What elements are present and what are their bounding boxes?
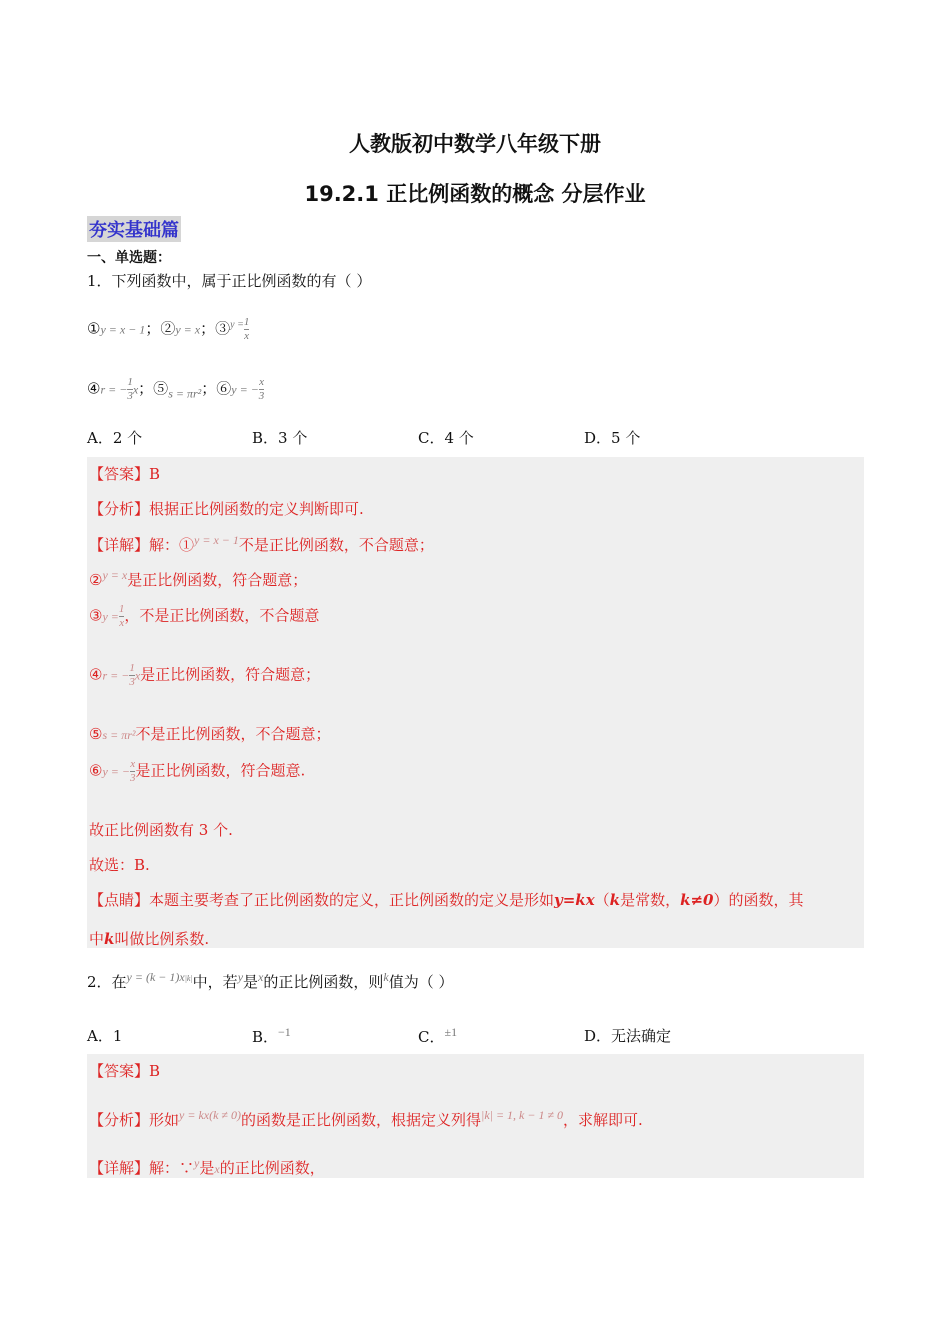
q2-stem-y: y <box>237 970 244 984</box>
q1-detail-6 <box>89 758 305 785</box>
q1-detail-6-circle: ⑥ <box>89 761 103 780</box>
q1-math-4: r = − <box>100 382 128 397</box>
q1-fraction-6 <box>259 376 265 403</box>
q1-sep-5: ； <box>201 379 217 398</box>
q1-detail-1-text: 不是正比例函数，不合题意； <box>238 536 434 554</box>
q2-stem-c: 是 <box>243 973 259 991</box>
q1-detail-5-circle: ⑤ <box>89 725 103 743</box>
q2-detail <box>89 1156 325 1178</box>
q1-comment-k3: k <box>104 930 115 948</box>
q2-analysis-math2: |k| = 1, k − 1 ≠ 0 <box>481 1108 564 1122</box>
q1-answer-panel <box>87 457 864 948</box>
q1-option-c: C．4 个 <box>418 429 474 447</box>
q1-math-1: y = x − 1 <box>100 322 146 337</box>
q1-detail-2 <box>89 568 307 590</box>
q1-comment-k1: k <box>609 891 621 909</box>
q1-fraction-3-den: x <box>244 330 249 342</box>
q1-detail-5-text: 不是正比例函数，不合题意； <box>135 725 331 743</box>
q1-math-5: s = πr² <box>168 386 202 401</box>
q2-option-b-math: −1 <box>278 1025 291 1039</box>
q2-analysis <box>89 1108 643 1130</box>
q2-stem-k: k <box>383 970 389 984</box>
q1-conclusion: 故正比例函数有 3 个. <box>89 821 233 839</box>
q1-fraction-4-num: 1 <box>127 376 133 388</box>
q1-detail-6-den: 3 <box>129 772 136 784</box>
q1-detail-4-den: 3 <box>129 676 135 688</box>
q1-detail-4-circle: ④ <box>89 665 103 684</box>
q1-fraction-3-num: 1 <box>243 316 250 328</box>
section-heading: 夯实基础篇 <box>87 216 181 242</box>
q1-detail-3-circle: ③ <box>89 606 103 625</box>
q1-detail-3-math: y = <box>102 609 119 624</box>
q1-fraction-4-den: 3 <box>127 390 133 402</box>
q1-detail-label: 【详解】解：① <box>89 536 195 554</box>
q2-option-b <box>252 1025 291 1047</box>
q1-math-2: y = x <box>175 322 201 337</box>
q1-comment-k2: k≠0 <box>680 891 714 909</box>
q2-option-d: D．无法确定 <box>584 1027 672 1045</box>
doc-subtitle: 19.2.1 正比例函数的概念 分层作业 <box>304 182 646 206</box>
q1-detail-6-num: x <box>130 758 136 770</box>
q1-fraction-3 <box>244 316 250 343</box>
q2-analysis-b: 的函数是正比例函数，根据定义列得 <box>241 1111 482 1129</box>
q1-comment-text-d: ）的函数，其 <box>713 891 804 909</box>
q1-circle-2: ② <box>160 319 176 338</box>
q1-circle-3: ③ <box>215 319 231 338</box>
q1-sep-4: ； <box>138 379 154 398</box>
q1-circle-5: ⑤ <box>153 379 169 398</box>
q1-detail-4-math: r = − <box>102 668 130 683</box>
q1-items-row2 <box>87 376 264 403</box>
part-heading: 一、单选题： <box>87 250 171 266</box>
q1-math-6: y = − <box>231 382 259 397</box>
q2-analysis-math: y = kx(k ≠ 0) <box>179 1108 241 1122</box>
q1-comment-text-a: 【点睛】本题主要考查了正比例函数的定义，正比例函数的定义是形如 <box>89 891 555 909</box>
q2-stem-b: 中，若 <box>192 973 238 991</box>
q2-stem-e: 值为（ ） <box>388 973 454 991</box>
q2-stem-a: 2．在 <box>87 973 127 991</box>
q2-detail-a: 【详解】解：∵ <box>89 1159 195 1177</box>
q1-comment-text-f: 叫做比例系数. <box>114 930 210 948</box>
q1-comment-text-e: 中 <box>89 930 105 948</box>
q1-detail-3-num: 1 <box>118 603 125 615</box>
q1-sep-2: ； <box>200 319 216 338</box>
q1-detail-3-text: ，不是正比例函数，不合题意 <box>124 606 320 625</box>
q1-choice: 故选：B. <box>89 856 150 874</box>
q1-detail-6-text: 是正比例函数，符合题意. <box>135 761 306 780</box>
q1-detail-3 <box>89 603 319 630</box>
q1-detail-4-num: 1 <box>129 662 135 674</box>
q2-option-a: A．1 <box>87 1027 123 1045</box>
q2-stem <box>87 970 453 992</box>
q1-comment-text-b: （ <box>594 891 610 909</box>
q1-fraction-6-den: 3 <box>258 390 265 402</box>
q1-detail-5-math: s = πr² <box>102 728 136 742</box>
q1-detail-2-circle: ② <box>89 571 103 589</box>
q2-answer: 【答案】B <box>89 1062 161 1080</box>
q1-detail-2-text: 是正比例函数，符合题意； <box>127 571 308 589</box>
q1-detail-4-x: x <box>134 668 141 683</box>
q1-comment-line2 <box>89 928 209 949</box>
q1-sep-1: ； <box>145 319 161 338</box>
q1-answer: 【答案】B <box>89 465 161 483</box>
q1-detail-1-math: y = x − 1 <box>194 533 239 547</box>
q1-items-row1 <box>87 316 249 343</box>
q2-stem-math: y = (k − 1)x <box>126 970 185 984</box>
q2-detail-c: 的正比例函数， <box>219 1159 325 1177</box>
q1-detail-6-math: y = − <box>102 764 130 779</box>
q2-option-c-label: C． <box>418 1028 445 1046</box>
q2-option-c-math: ±1 <box>444 1025 458 1039</box>
q2-detail-y: y <box>194 1156 200 1170</box>
q2-detail-b: 是 <box>199 1159 215 1177</box>
q1-circle-6: ⑥ <box>216 379 232 398</box>
q1-comment-text-c: 是常数， <box>620 891 681 909</box>
q1-detail-2-math: y = x <box>102 568 128 582</box>
q1-circle-1: ① <box>87 319 101 338</box>
q1-option-b: B．3 个 <box>252 429 308 447</box>
q1-option-a: A．2 个 <box>87 429 143 447</box>
q1-detail-1 <box>89 533 434 555</box>
doc-title: 人教版初中数学八年级下册 <box>349 132 601 156</box>
q1-stem: 1．下列函数中，属于正比例函数的有（ ） <box>87 272 372 290</box>
q2-detail-x: x <box>214 1162 220 1176</box>
q2-stem-exponent: |k| <box>184 974 193 983</box>
q2-analysis-c: ，求解即可. <box>563 1111 643 1129</box>
q1-fraction-6-num: x <box>259 376 264 388</box>
q1-analysis: 【分析】根据正比例函数的定义判断即可. <box>89 500 364 518</box>
q1-comment-ykx: y=kx <box>554 891 595 909</box>
q1-detail-3-den: x <box>119 617 125 629</box>
q1-option-d: D．5 个 <box>584 429 641 447</box>
q1-circle-4: ④ <box>87 379 101 398</box>
q1-math-3: y = <box>230 319 244 331</box>
q2-option-c <box>418 1025 457 1047</box>
q1-comment-line1 <box>89 889 804 910</box>
q2-stem-d: 的正比例函数，则 <box>263 973 384 991</box>
q1-math-4-x: x <box>132 382 139 397</box>
q1-detail-5 <box>89 723 331 744</box>
q2-stem-x: x <box>258 970 264 984</box>
q1-detail-4 <box>89 662 320 689</box>
q2-option-b-label: B． <box>252 1028 279 1046</box>
q1-detail-4-text: 是正比例函数，符合题意； <box>140 665 321 684</box>
q2-analysis-a: 【分析】形如 <box>89 1111 180 1129</box>
